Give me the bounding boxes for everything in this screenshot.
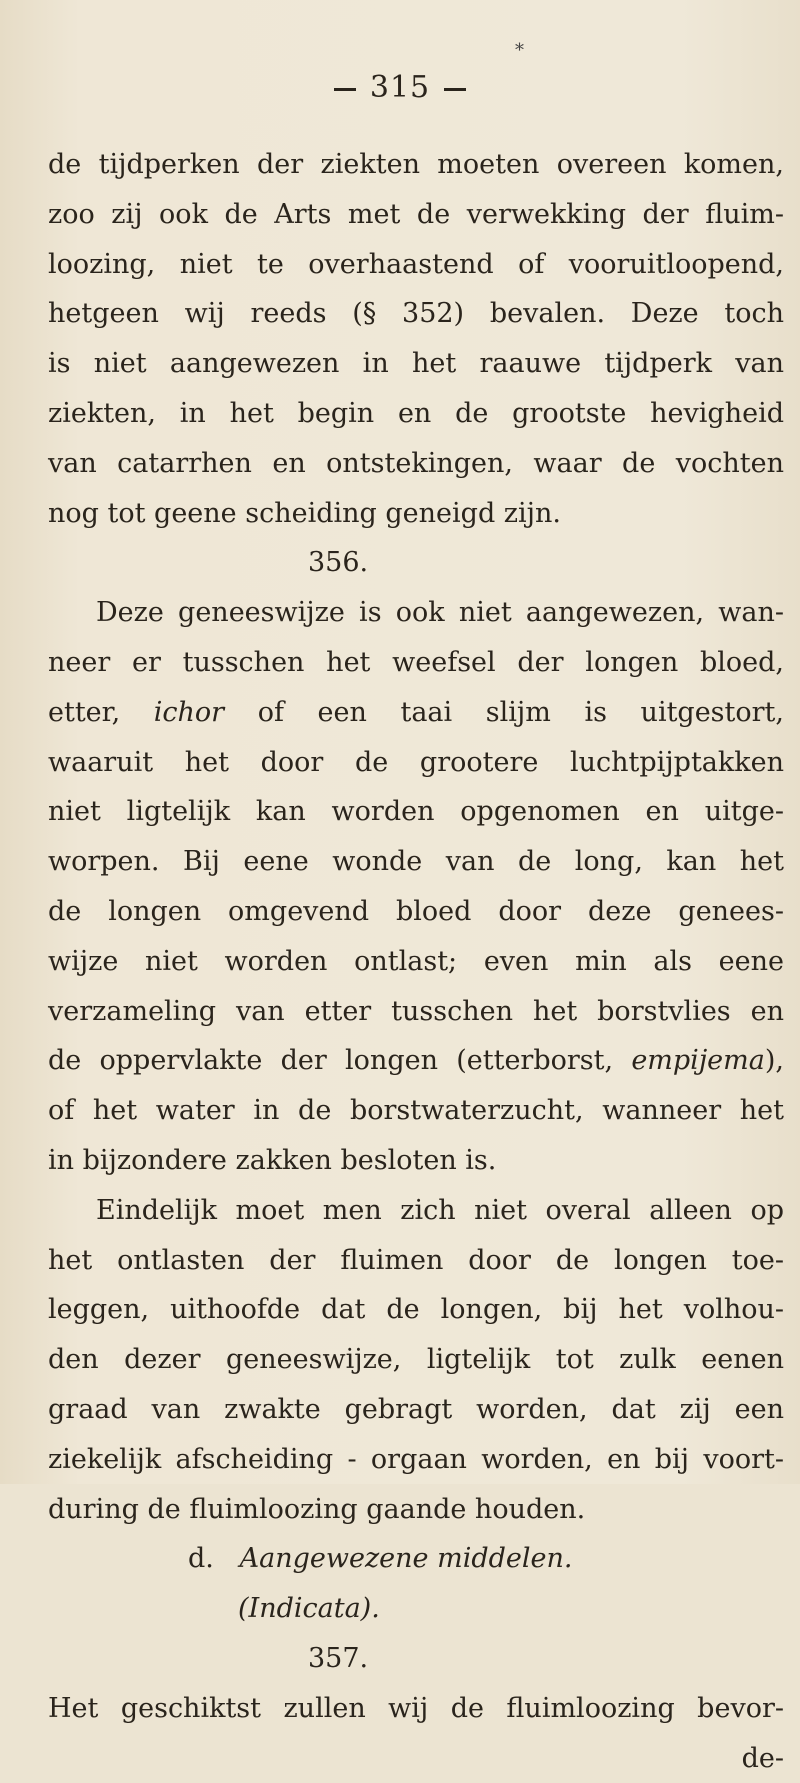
- heading-letter: d.: [188, 1543, 214, 1574]
- text-line: ziekten, in het begin en de grootste hevigheid: [48, 389, 784, 439]
- body-text: [48, 140, 784, 1783]
- italic-term: ichor: [154, 697, 224, 728]
- text-line: ziekelijk afscheiding - orgaan worden, en bij voort-: [48, 1435, 784, 1485]
- text-line: neer er tusschen het weefsel der longen bloed,: [48, 638, 784, 688]
- text-line: loozing, niet te overhaastend of vooruitloopend,: [48, 240, 784, 290]
- text-fragment: of een taai slijm is uitgestort,: [224, 697, 784, 728]
- text-line: is niet aangewezen in het raauwe tijdperk van: [48, 339, 784, 389]
- text-fragment: etter,: [48, 697, 154, 728]
- section-number-356: 356.: [48, 538, 784, 588]
- page-header: [0, 70, 800, 105]
- header-dash-right: [444, 88, 466, 91]
- catchword: de-: [48, 1734, 784, 1783]
- text-line: de tijdperken der ziekten moeten overeen komen,: [48, 140, 784, 190]
- text-line: het ontlasten der fluimen door de longen toe-: [48, 1236, 784, 1286]
- section-number-357: 357.: [48, 1634, 784, 1684]
- section-subheading: [48, 1584, 784, 1634]
- text-line: van catarrhen en ontstekingen, waar de vochten: [48, 439, 784, 489]
- text-line: waaruit het door de grootere luchtpijptakken: [48, 738, 784, 788]
- text-line: of het water in de borstwaterzucht, wanneer het: [48, 1086, 784, 1136]
- text-line: de longen omgevend bloed door deze genees-: [48, 887, 784, 937]
- text-line: in bijzondere zakken besloten is.: [48, 1136, 784, 1186]
- header-dash-left: [334, 88, 356, 91]
- text-fragment: ),: [765, 1045, 784, 1076]
- section-heading: [48, 1534, 784, 1584]
- text-line: nog tot geene scheiding geneigd zijn.: [48, 489, 784, 539]
- text-line: den dezer geneeswijze, ligtelijk tot zulk eenen: [48, 1335, 784, 1385]
- text-line: Eindelijk moet men zich niet overal alleen op: [48, 1186, 784, 1236]
- text-line: zoo zij ook de Arts met de verwekking der fluim-: [48, 190, 784, 240]
- text-line: verzameling van etter tusschen het borstvlies en: [48, 987, 784, 1037]
- text-line: [48, 1036, 784, 1086]
- text-line: wijze niet worden ontlast; even min als eene: [48, 937, 784, 987]
- top-mark: *: [515, 40, 524, 61]
- heading-title: Aangewezene middelen.: [240, 1543, 573, 1574]
- text-line: Deze geneeswijze is ook niet aangewezen, wan-: [48, 588, 784, 638]
- italic-term: empijema: [631, 1045, 765, 1076]
- text-line: niet ligtelijk kan worden opgenomen en uitge-: [48, 787, 784, 837]
- text-line: during de fluimloozing gaande houden.: [48, 1485, 784, 1535]
- page-number: 315: [370, 70, 430, 105]
- text-fragment: de oppervlakte der longen (etterborst,: [48, 1045, 631, 1076]
- subheading-text: (Indicata).: [238, 1593, 380, 1624]
- text-line: worpen. Bij eene wonde van de long, kan het: [48, 837, 784, 887]
- text-line: graad van zwakte gebragt worden, dat zij een: [48, 1385, 784, 1435]
- text-line: leggen, uithoofde dat de longen, bij het volhou-: [48, 1285, 784, 1335]
- text-line: [48, 688, 784, 738]
- text-line: hetgeen wij reeds (§ 352) bevalen. Deze toch: [48, 289, 784, 339]
- text-line: Het geschiktst zullen wij de fluimloozing bevor-: [48, 1684, 784, 1734]
